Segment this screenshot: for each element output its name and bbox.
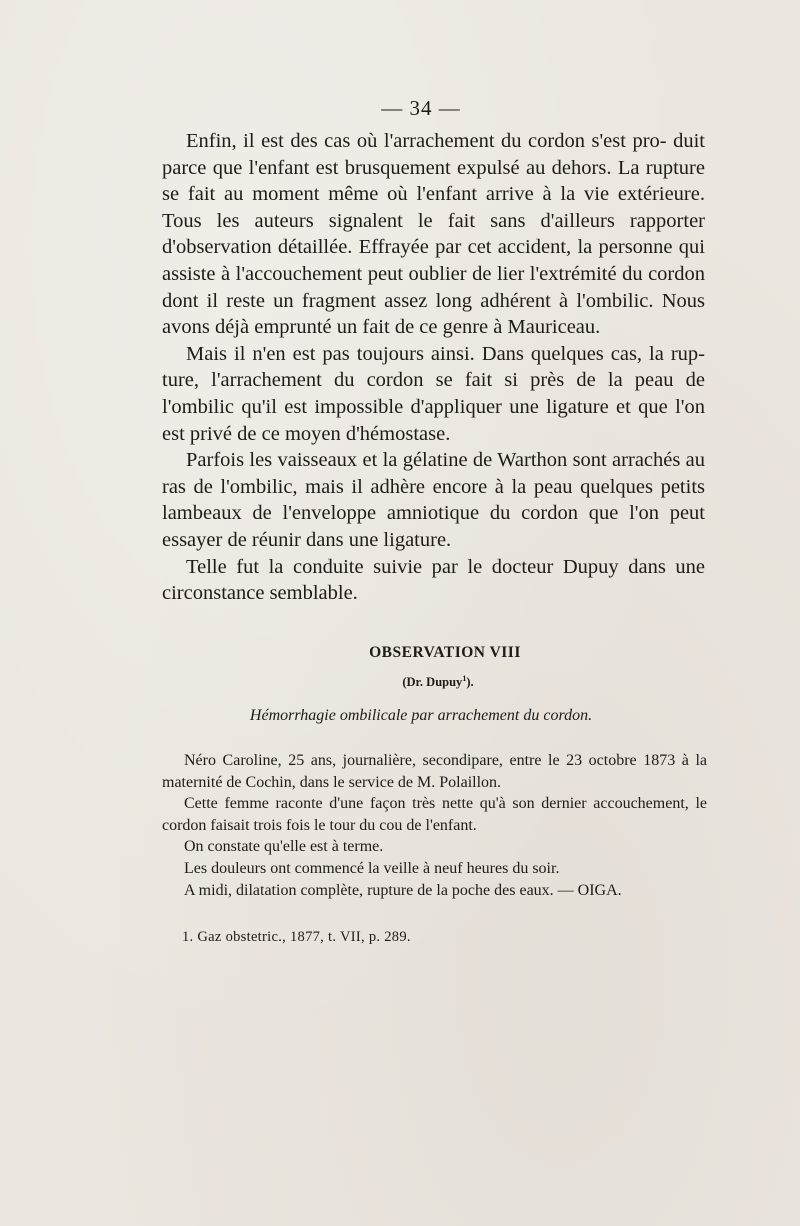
- case-line: On constate qu'elle est à terme.: [184, 838, 384, 856]
- paragraph: Enfin, il est des cas où l'arrachement du cordon s'est pro- duit parce que l'enfant est brusquement expulsé au dehors. La rupture se fait au moment même où l'enfant arrive à la vie extérieure. Tous les auteurs signalent le fait sans d'ailleurs rapporter d'observation détaillée. Effrayée par cet accident, la personne qui assiste à l'accouchement peut oublier de lier l'extrémité du cordon dont il reste un fragment assez long adhérent à l'ombilic. Nous avons déjà emprunté un fait de ce genre à Mauriceau.: [162, 130, 705, 339]
- observation-subtitle: Hémorrhagie ombilicale par arrachement du cordon.: [249, 707, 593, 724]
- observation-title: OBSERVATION VIII: [369, 644, 521, 661]
- paragraph: Parfois les vaisseaux et la gélatine de Warthon sont arrachés au ras de l'ombilic, mais il adhère encore à la peau quelques petits lambeaux de l'enveloppe amniotique du cordon que l'on peut essayer de réunir dans une ligature.: [162, 449, 705, 551]
- paragraph: Telle fut la conduite suivie par le docteur Dupuy dans une circonstance semblable.: [162, 555, 705, 605]
- footnote-mark: 1: [462, 674, 467, 683]
- case-line: Les douleurs ont commencé la veille à neuf heures du soir.: [184, 859, 560, 877]
- page-number: — 34 —: [381, 96, 461, 120]
- footnote: 1. Gaz obstetric., 1877, t. VII, p. 289.: [182, 929, 411, 945]
- observation-source-close: ).: [466, 675, 474, 690]
- case-line: A midi, dilatation complète, rupture de la poche des eaux. — OIGA.: [184, 881, 622, 899]
- main-text: [162, 128, 705, 607]
- observation-source: [0, 674, 800, 690]
- paragraph: Mais il n'en est pas toujours ainsi. Dans quelques cas, la rup- ture, l'arrachement du cordon se fait si près de la peau de l'ombilic qu'il est impossible d'appliquer une ligature et que l'on est privé de ce moyen d'hémostase.: [162, 342, 705, 445]
- case-line: Néro Caroline, 25 ans, journalière, secondipare, entre le 23 octobre 1873 à la maternité de Cochin, dans le service de M. Polaillon.: [162, 752, 707, 791]
- case-line: Cette femme raconte d'une façon très nette qu'à son dernier accouchement, le cordon faisait trois fois le tour du cou de l'enfant.: [162, 795, 707, 834]
- observation-source-author: (Dr. Dupuy: [402, 675, 463, 690]
- case-report: [162, 750, 707, 901]
